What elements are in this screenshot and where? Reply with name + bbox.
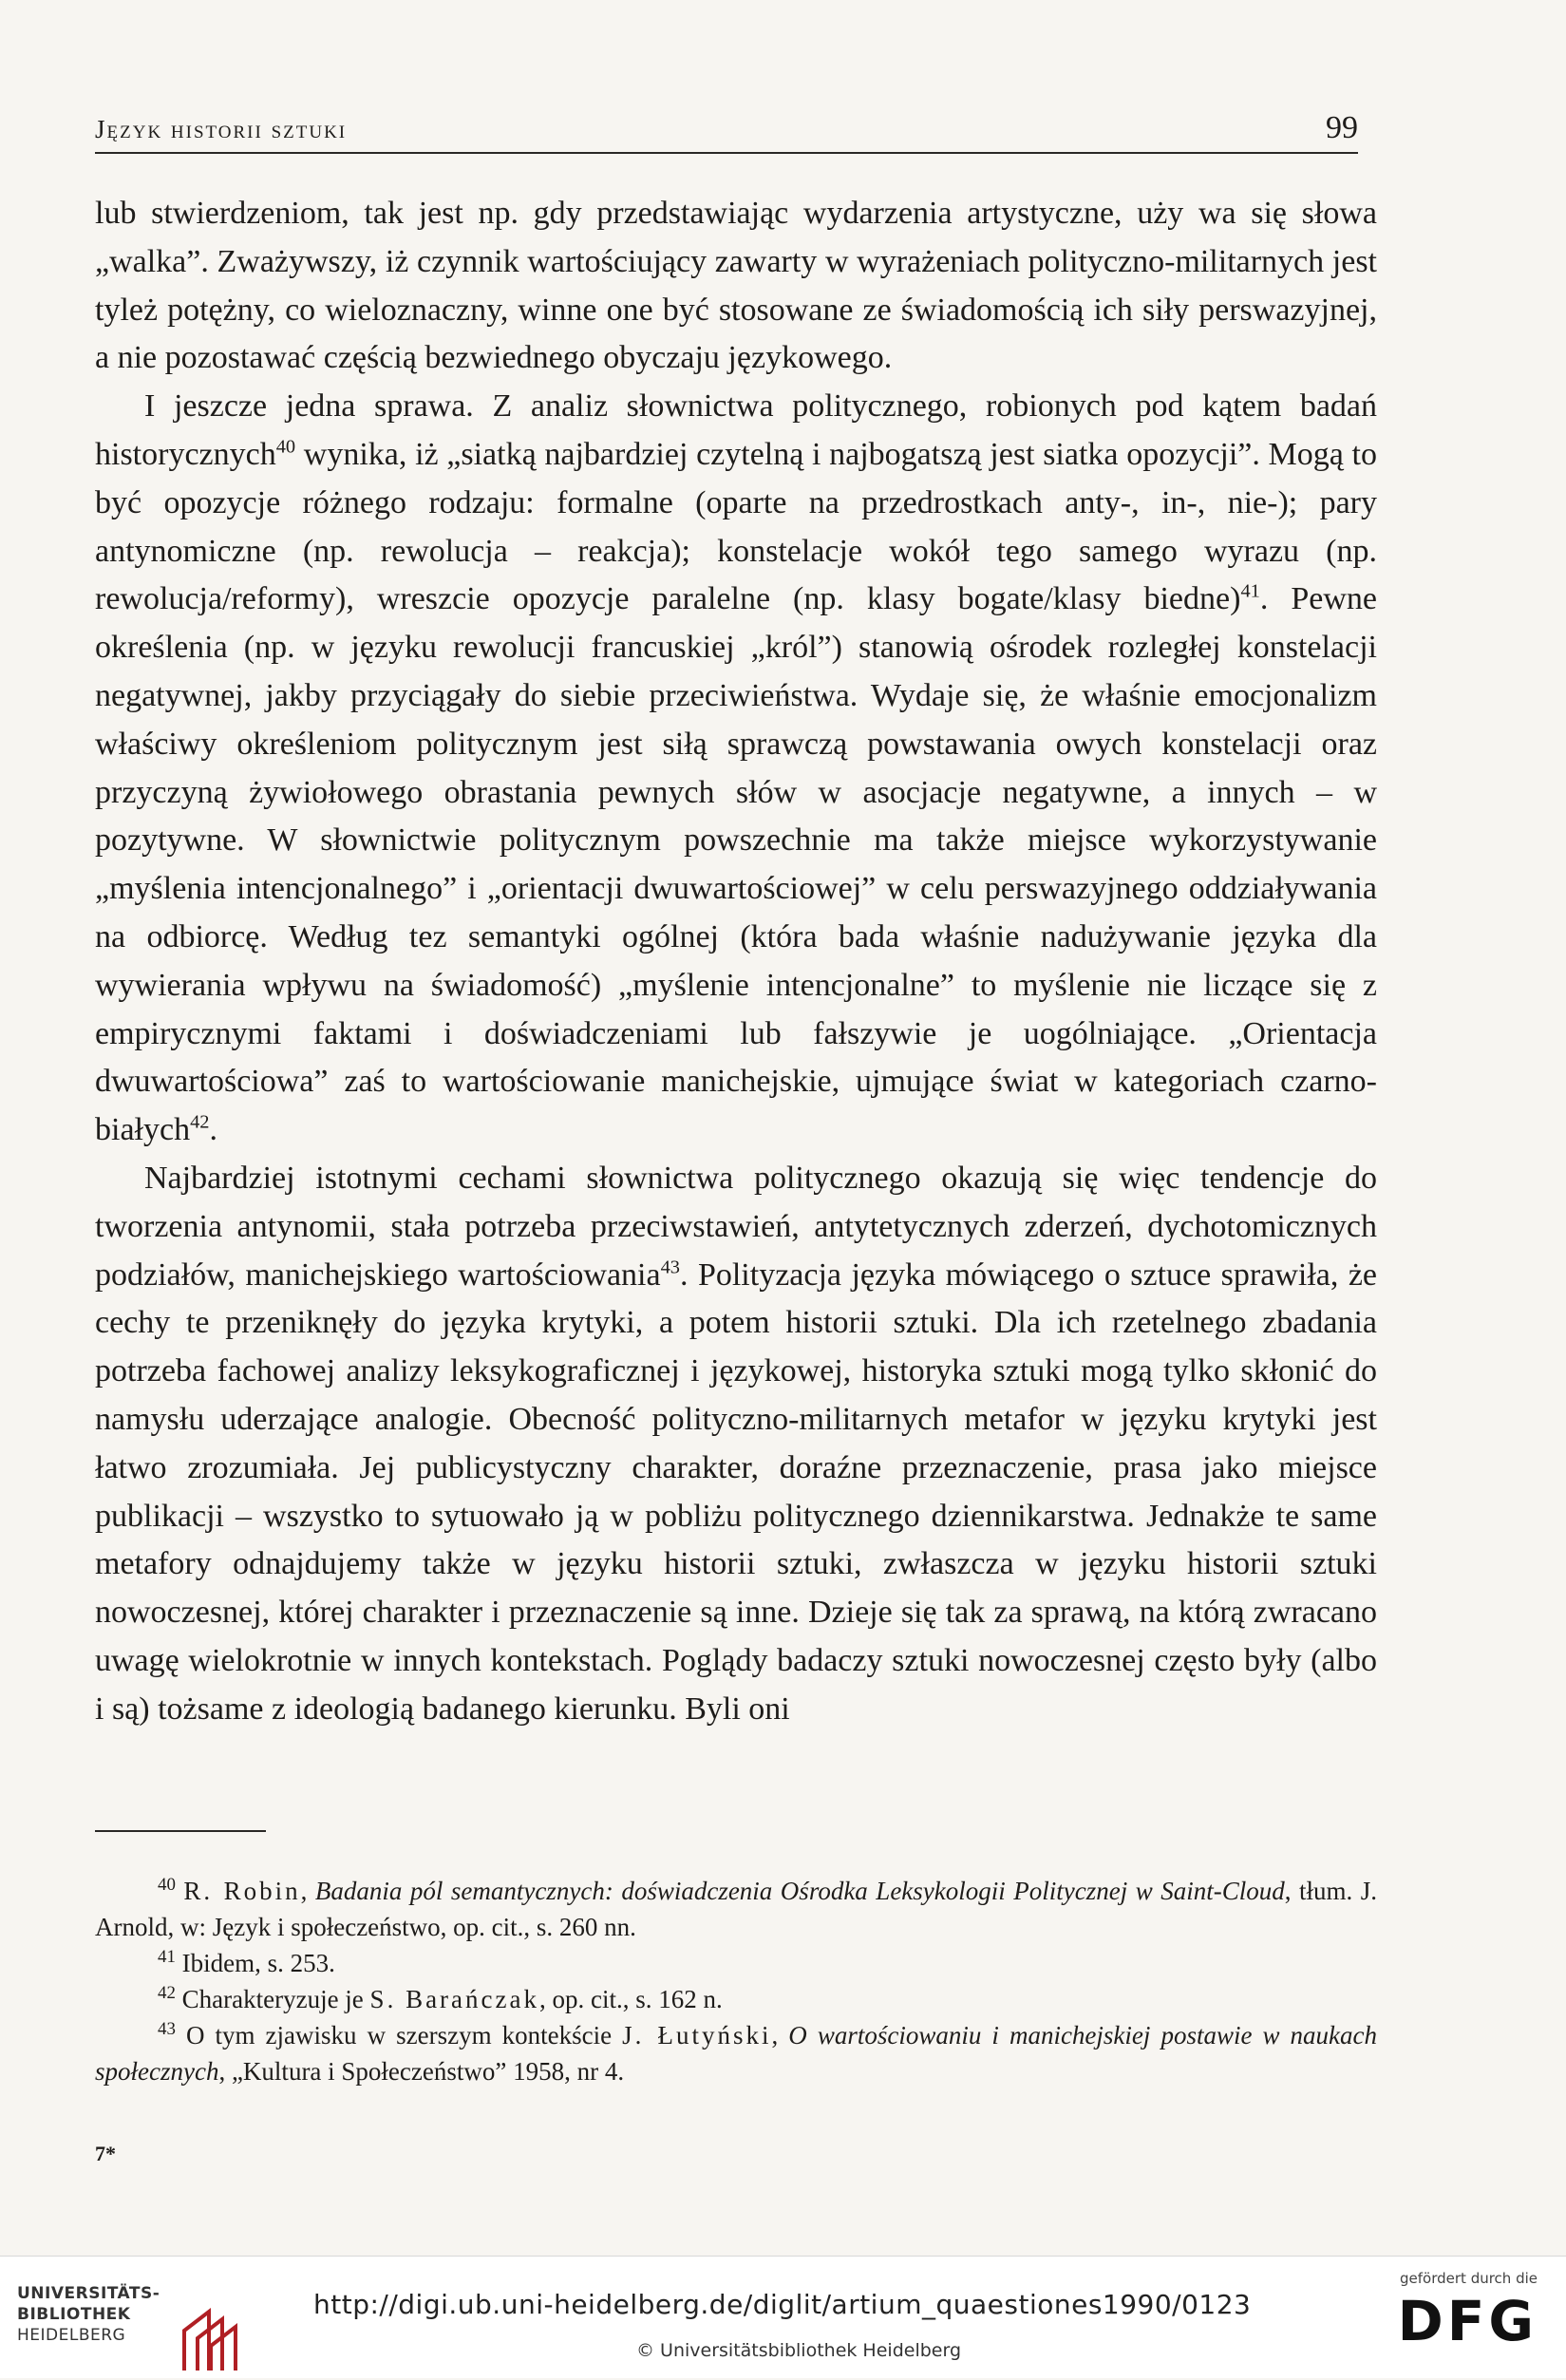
footnote-rule <box>95 1830 266 1832</box>
footnote-rest: , tłum. J. Arnold, w: Język i społeczeństwo, op. cit., s. 260 nn. <box>95 1877 1377 1941</box>
footnote-text: Ibidem, s. 253. <box>181 1949 335 1977</box>
body-text <box>95 190 1377 1734</box>
signature-mark: 7* <box>95 2142 116 2165</box>
footnote-author: S. Barańczak <box>369 1985 539 2013</box>
footnote-ref-40[interactable]: 40 <box>275 436 296 458</box>
footnote-mid: , <box>771 2021 789 2049</box>
footnote-40: $^{40}$ R. Robin, Badania pól semantycznych: doświadczenia Ośrodka Leksykologii Politycznej w Saint-Cloud, tłum. J. Arnold, w: Język i społeczeństwo, op. cit., s. 260 nn. <box>95 1875 1377 1941</box>
footnote-author: J. Łutyński <box>622 2021 772 2049</box>
library-logo[interactable] <box>17 2283 245 2359</box>
footnote-pre: O tym zjawisku w szerszym kontekście <box>185 2021 623 2049</box>
footnote-rest: , op. cit., s. 162 n. <box>538 1985 723 2013</box>
footnote-ref-43[interactable]: 43 <box>660 1256 680 1278</box>
footnote-number: 43 <box>158 2019 176 2039</box>
paragraph-2 <box>95 383 1377 1155</box>
paragraph-2-text-a: I jeszcze jedna sprawa. Z analiz słownictwa politycznego, robionych pod kątem badań historycznych <box>95 388 1377 472</box>
footnote-number: 42 <box>158 1983 176 2003</box>
footnote-43 <box>95 2017 1377 2089</box>
footnote-title: O wartościowaniu i manichejskiej postawie w naukach społecznych <box>95 2021 1378 2086</box>
footnote-number: 41 <box>158 1947 176 1967</box>
paragraph-3 <box>95 1155 1377 1734</box>
viewer-footer <box>0 2256 1566 2378</box>
footnote-author: R. Robin <box>183 1877 301 1905</box>
paragraph-1 <box>95 190 1377 383</box>
paragraph-2-text-b: wynika, iż „siatką najbardziej czytelną i najbogatszą jest siatka opozycji”. Mogą to być opozycje różnego rodzaju: formalne (oparte na przedrostkach anty-, in-, nie-); pary antynomiczne (np. rewolucja – reakcja); konstelacje wokół tego samego wyrazu (np. rewolucja/reformy), wreszcie opozycje paralelne (np. klasy bogate/klasy biedne) <box>95 436 1377 617</box>
running-head <box>95 95 1358 154</box>
page-number: 99 <box>1326 110 1358 145</box>
paragraph-2-text-c: . Pewne określenia (np. w języku rewolucji francuskiej „król”) stanowią ośrodek rozległej konstelacji negatywnej, jakby przyciągały do siebie przeciwieństwa. Wydaje się, że właśnie emocjonalizm właściwy określeniom politycznym jest siłą sprawczą powstawania owych konstelacji oraz przyczyną żywiołowego obrastania pewnych słów w asocjacje negatywne, a innych – w pozytywne. W słownictwie politycznym powszechnie ma także miejsce wykorzystywanie „myślenia intencjonalnego” i „orientacji dwuwartościowej” w celu perswazyjnego oddziaływania na odbiorcę. Według tez semantyki ogólnej (która bada właśnie nadużywanie języka dla wywierania wpływu na świadomość) „myślenie intencjonalne” to myślenie nie liczące się z empirycznymi faktami i doświadczeniami lub fałszywie je uogólniające. „Orientacja dwuwartościowa” zaś to wartościowanie manichejskie, ujmujące świat w kategoriach czarno-białych <box>95 581 1377 1148</box>
footnote-number: 40 <box>158 1875 176 1895</box>
funder-name: DFG <box>1397 2289 1538 2353</box>
paragraph-2-text-d: . <box>209 1112 217 1148</box>
paragraph-3-text-b: . Polityzacja języka mówiącego o sztuce sprawiła, że cechy te przeniknęły do języka krytyki, a potem historii sztuki. Dla ich rzetelnego zbadania potrzeba fachowej analizy leksykograficznej i językowej, historyka sztuki mogą tylko skłonić do namysłu uderzające analogie. Obecność polityczno-militarnych metafor w języku krytyki jest łatwo zrozumiała. Jej publicystyczny charakter, doraźne przeznaczenie, prasa jako miejsce publikacji – wszystko to sytuowało ją w pobliżu politycznego dziennikarstwa. Jednakże te same metafory odnajdujemy także w języku historii sztuki, zwłaszcza w języku historii sztuki nowoczesnej, której charakter i przeznaczenie są inne. Dzieje się tak za sprawą, na którą zwracano uwagę wielokrotnie w innych kontekstach. Poglądy badaczy sztuki nowoczesnej często były (albo i są) tożsame z ideologią badanego kierunku. Byli oni <box>95 1256 1378 1727</box>
footnote-pre: Charakteryzuje je <box>181 1985 370 2013</box>
dfg-logo[interactable] <box>1357 2270 1538 2365</box>
footnote-42 <box>95 1981 1377 2017</box>
permalink-url[interactable]: http://digi.ub.uni-heidelberg.de/diglit/artium_quaestiones1990/0123 <box>313 2289 1252 2320</box>
library-name-line-1: UNIVERSITÄTS- <box>17 2284 160 2303</box>
paragraph-1-text: lub stwierdzeniom, tak jest np. gdy przedstawiając wydarzenia artystyczne, uży wa się słowa „walka”. Zważywszy, iż czynnik wartościujący zawarty w wyrażeniach polityczno-militarnych jest tyleż potężny, co wieloznaczny, winne one być stosowane ze świadomością ich siły perswazyjnej, a nie pozostawać częścią bezwiednego obyczaju językowego. <box>95 196 1377 376</box>
footnotes <box>95 1873 1377 2089</box>
library-name-line-3: HEIDELBERG <box>17 2326 126 2345</box>
library-emblem-icon <box>177 2304 243 2380</box>
footnote-rest: , „Kultura i Społeczeństwo” 1958, nr 4. <box>218 2057 625 2086</box>
footnote-title: Badania pól semantycznych: doświadczenia Ośrodka Leksykologii Politycznej w Saint-Cloud <box>314 1877 1285 1905</box>
footnote-ref-41[interactable]: 41 <box>1240 581 1260 603</box>
paragraph-3-text-a: Najbardziej istotnymi cechami słownictwa politycznego okazują się więc tendencje do tworzenia antynomii, stała potrzeba przeciwstawień, antytetycznych zderzeń, dychotomicznych podziałów, manichejskiego wartościowania <box>95 1160 1377 1293</box>
footnote-41 <box>95 1945 1377 1981</box>
footnote-ref-42[interactable]: 42 <box>190 1111 210 1133</box>
library-name-line-2: BIBLIOTHEK <box>17 2305 131 2324</box>
copyright-notice: © Universitätsbibliothek Heidelberg <box>636 2340 962 2361</box>
running-title: Język historii sztuki <box>95 115 348 143</box>
funding-note: gefördert durch die <box>1400 2270 1538 2287</box>
